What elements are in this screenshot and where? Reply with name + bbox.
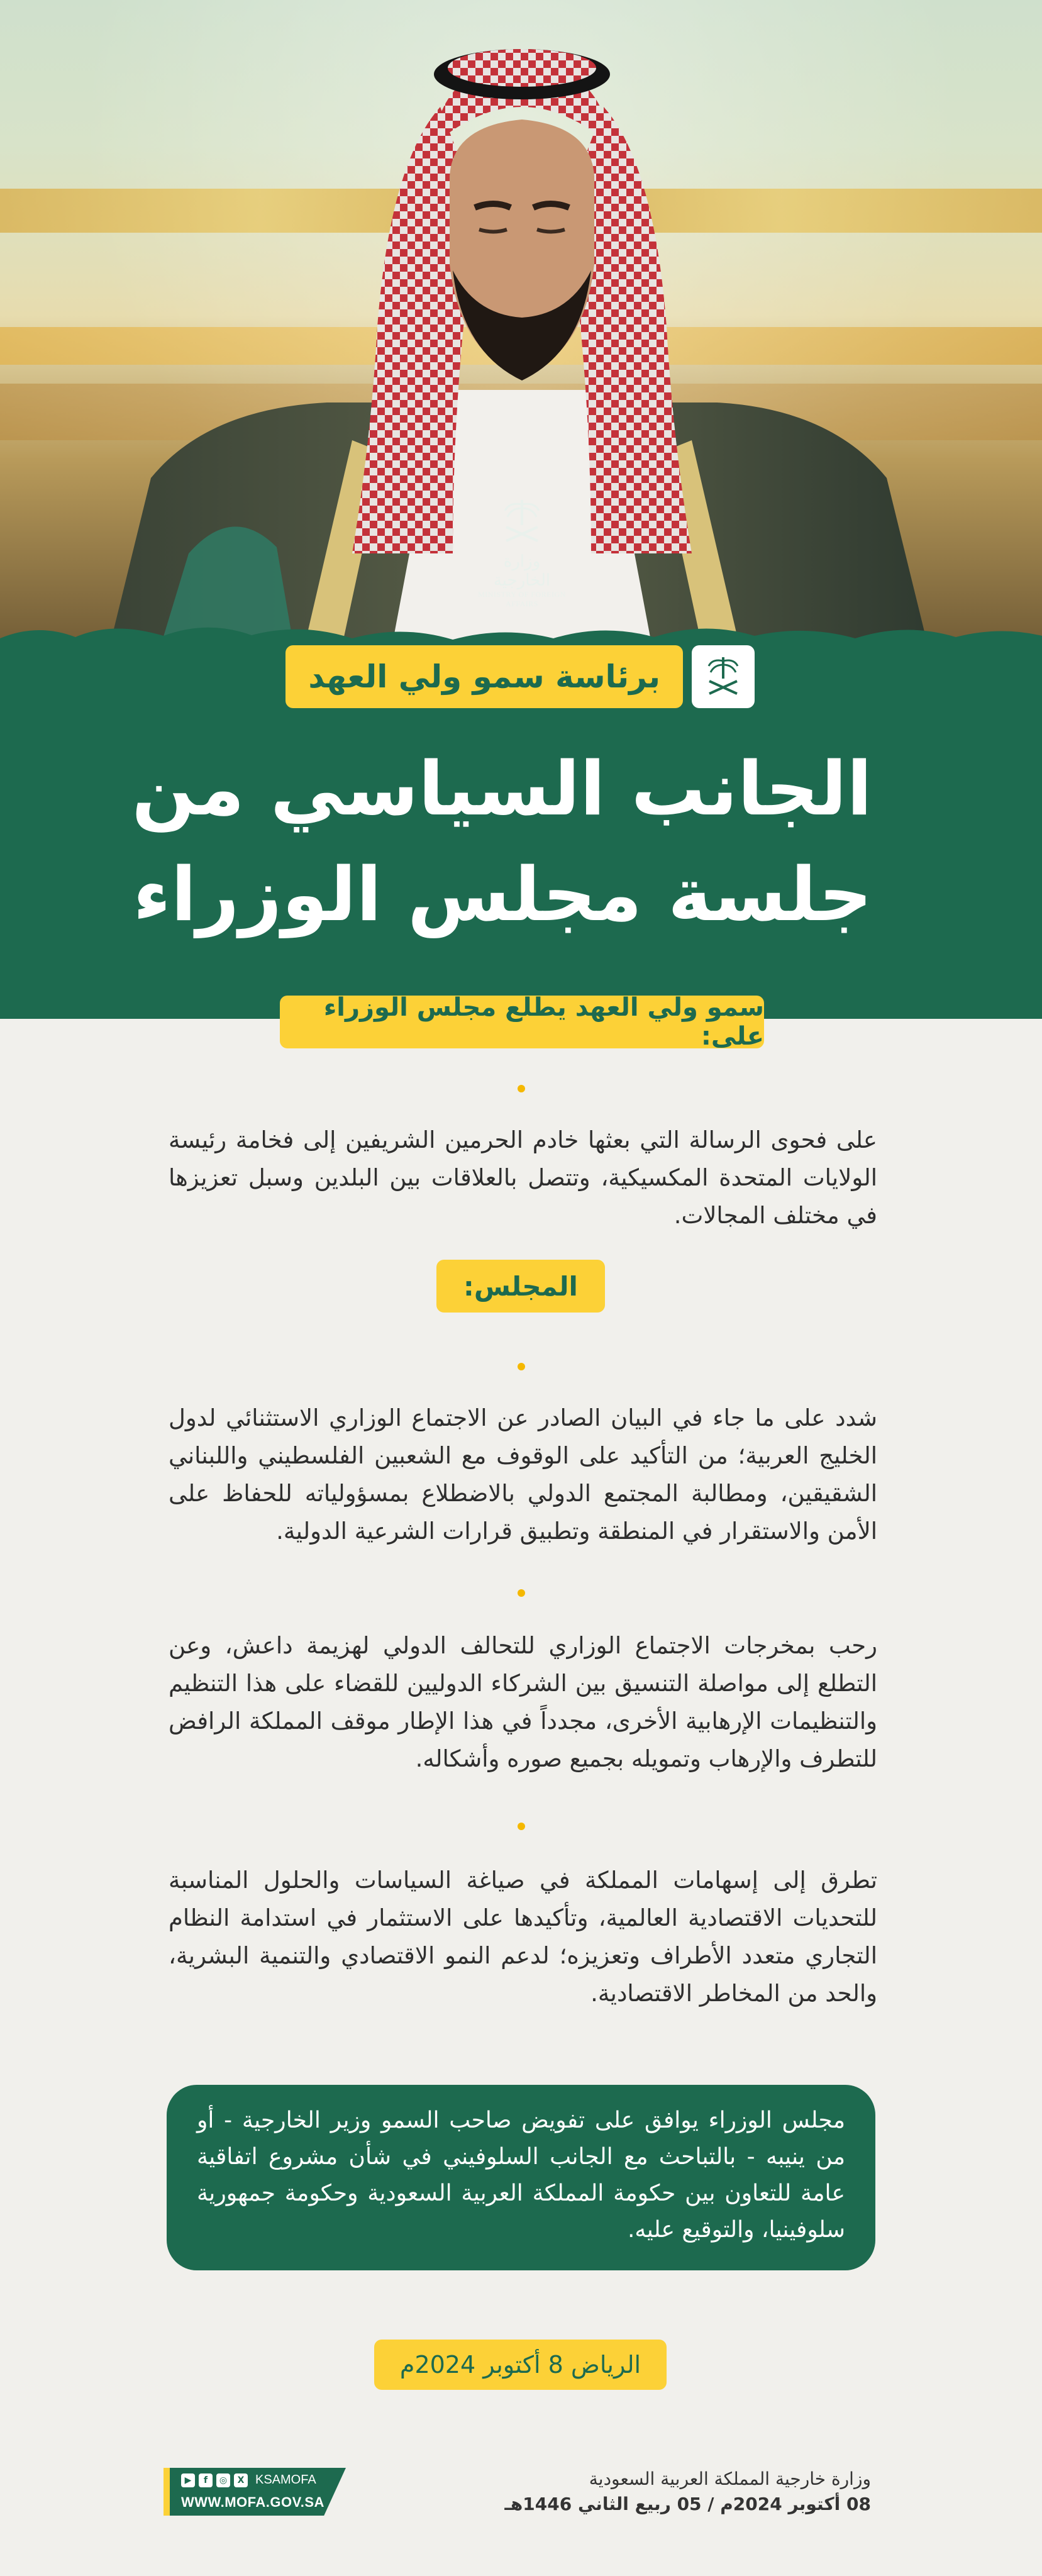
bullet-dot	[518, 1589, 525, 1597]
instagram-icon[interactable]: ◎	[216, 2473, 230, 2487]
page-title	[118, 736, 872, 947]
footer-info	[494, 2467, 871, 2517]
briefed-section-label: سمو ولي العهد يطلع مجلس الوزراء على:	[280, 996, 764, 1048]
council-paragraph: شدد على ما جاء في البيان الصادر عن الاجتماع الوزاري الاستثنائي لدول الخليج العربية؛ من التأكيد على الوقوف مع الشعبين الفلسطيني واللبناني الشقيقين، ومطالبة المجتمع الدولي بالاضطلاع بمسؤولياته للحفاظ على الأمن والاستقرار في المنطقة وتطبيق قرارات الشرعية الدولية.	[169, 1404, 877, 1545]
bullet-dot	[518, 1363, 525, 1370]
footer-date: 08 أكتوبر 2024م / 05 ربيع الثاني 1446هـ	[504, 2494, 871, 2514]
ministry-logo	[478, 497, 566, 610]
approval-box	[167, 2085, 875, 2270]
crown-prince-tag: برئاسة سمو ولي العهد	[285, 645, 683, 708]
palm-swords-emblem-icon	[704, 655, 742, 699]
header-badge-row	[285, 643, 755, 709]
social-links	[181, 2473, 316, 2487]
palm-swords-emblem-icon	[500, 497, 544, 547]
x-icon[interactable]: X	[234, 2473, 248, 2487]
ministry-logo-english: MINISTRY OF FOREIGN AFFAIRS	[478, 590, 566, 608]
footer-ministry-name: وزارة خارجية المملكة العربية السعودية	[589, 2468, 871, 2489]
hero-photo	[0, 0, 1042, 657]
saudi-emblem-badge	[692, 645, 755, 708]
title-line: الجانب السياسي من	[131, 745, 872, 832]
social-footer	[164, 2468, 346, 2516]
social-handle[interactable]: KSAMOFA	[255, 2473, 316, 2487]
council-paragraph: تطرق إلى إسهامات المملكة في صياغة السياسات والحلول المناسبة للتحديات الاقتصادية العالمية، وتأكيدها على الاستثمار في استدامة النظام التجاري متعدد الأطراف وتعزيزه؛ لدعم النمو الاقتصادي والتنمية البشرية، والحد من المخاطر الاقتصادية.	[169, 1867, 877, 2007]
date-place-label: الرياض 8 أكتوبر 2024م	[374, 2340, 667, 2390]
briefed-paragraph: على فحوى الرسالة التي بعثها خادم الحرمين الشريفين إلى فخامة رئيسة الولايات المتحدة المكسيكية، وتتصل بالعلاقات بين البلدين وسبل تعزيزها في مختلف المجالات.	[169, 1126, 877, 1229]
youtube-icon[interactable]: ▶	[181, 2473, 195, 2487]
bullet-dot	[518, 1823, 525, 1830]
website-link[interactable]: WWW.MOFA.GOV.SA	[181, 2494, 324, 2510]
facebook-icon[interactable]: f	[199, 2473, 213, 2487]
council-paragraph: رحب بمخرجات الاجتماع الوزاري للتحالف الدولي لهزيمة داعش، وعن التطلع إلى مواصلة التنسيق بين الشركاء الدوليين للقضاء على هذا التنظيم والتنظيمات الإرهابية الأخرى، مجدداً في هذا الإطار موقف المملكة الرافض للتطرف والإرهاب وتمويله بجميع صوره وأشكاله.	[169, 1632, 877, 1772]
title-line: جلسة مجلس الوزراء	[133, 851, 872, 938]
approval-text: مجلس الوزراء يوافق على تفويض صاحب السمو وزير الخارجية - أو من ينيبه - بالتباحث مع الجانب السلوفيني في شأن مشروع اتفاقية عامة للتعاون بين حكومة المملكة العربية السعودية وحكومة جمهورية سلوفينيا، والتوقيع عليه.	[197, 2107, 845, 2243]
ministry-logo-arabic: وزارة الخارجية	[493, 552, 551, 590]
bullet-dot	[518, 1085, 525, 1092]
council-section-label: المجلس:	[436, 1260, 605, 1313]
